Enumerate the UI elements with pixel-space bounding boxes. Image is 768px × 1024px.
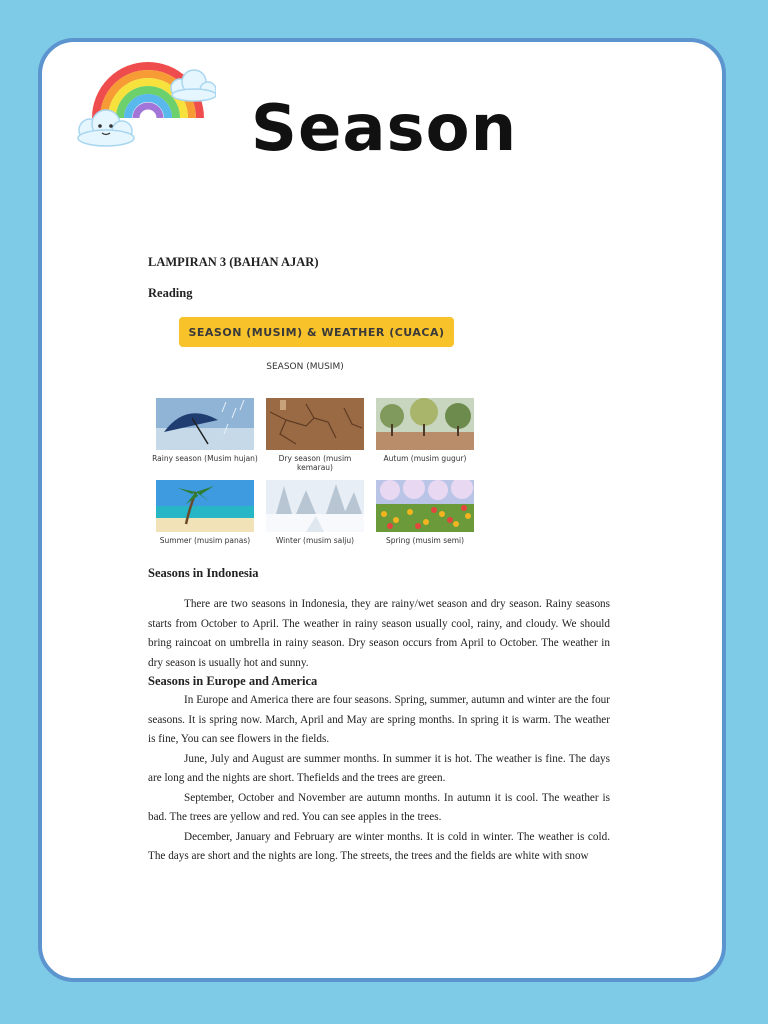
europe-paragraph-autumn: September, October and November are autumn months. In autumn it is cool. The weather is bad. The trees are yellow and red. You can see apples in the trees. [148,791,610,823]
europe-paragraph-spring: In Europe and America there are four seasons. Spring, summer, autumn and winter are the four seasons. It is spring now. March, April and May are spring months. In spring it is warm. The weather is fine, You can see flowers in the fields. [148,694,610,745]
season-caption: Autum (musim gugur) [383,454,467,463]
season-caption: Spring (musim semi) [385,536,465,545]
season-caption: Rainy season (Musim hujan) [152,454,258,463]
rainy-umbrella-icon [156,398,254,450]
season-tile-autumn [370,398,480,464]
season-caption: Winter (musim salju) [275,536,355,545]
autumn-park-icon [376,398,474,450]
season-tile-rainy [150,398,260,464]
snowy-forest-icon [266,480,364,532]
season-subheading: SEASON (MUSIM) [266,362,344,372]
beach-palm-icon [156,480,254,532]
appendix-heading: LAMPIRAN 3 (BAHAN AJAR) [148,255,319,269]
season-caption: Dry season (musim kemarau) [278,454,352,472]
europe-paragraph-winter: December, January and February are winter months. It is cold in winter. The weather is cold. The days are short and the nights are long. The streets, the trees and the fields are white with snow [148,830,610,862]
season-photo-grid [150,398,480,553]
europe-section [148,691,610,867]
section-banner: SEASON (MUSIM) & WEATHER (CUACA) [179,317,454,347]
season-tile-summer [150,480,260,546]
flower-field-icon [376,480,474,532]
indonesia-section [148,595,610,673]
season-tile-dry [260,398,370,472]
season-tile-spring [370,480,480,546]
europe-heading: Seasons in Europe and America [148,674,318,688]
indonesia-heading: Seasons in Indonesia [148,566,259,580]
europe-paragraph-summer: June, July and August are summer months. In summer it is hot. The weather is fine. The days are long and the nights are short. Thefields and the trees are green. [148,752,610,784]
season-caption: Summer (musim panas) [159,536,251,545]
page-title: Season [250,92,518,166]
season-tile-winter [260,480,370,546]
indonesia-paragraph: There are two seasons in Indonesia, they are rainy/wet season and dry season. Rainy seasons starts from October to April. The weather in rainy season usually cool, rainy, and cloudy. We should bring raincoat on umbrella in rainy season. Dry season occurs from April to October. The weather in dry season is usually hot and sunny. [148,598,610,669]
dry-soil-icon [266,398,364,450]
reading-label: Reading [148,286,193,300]
